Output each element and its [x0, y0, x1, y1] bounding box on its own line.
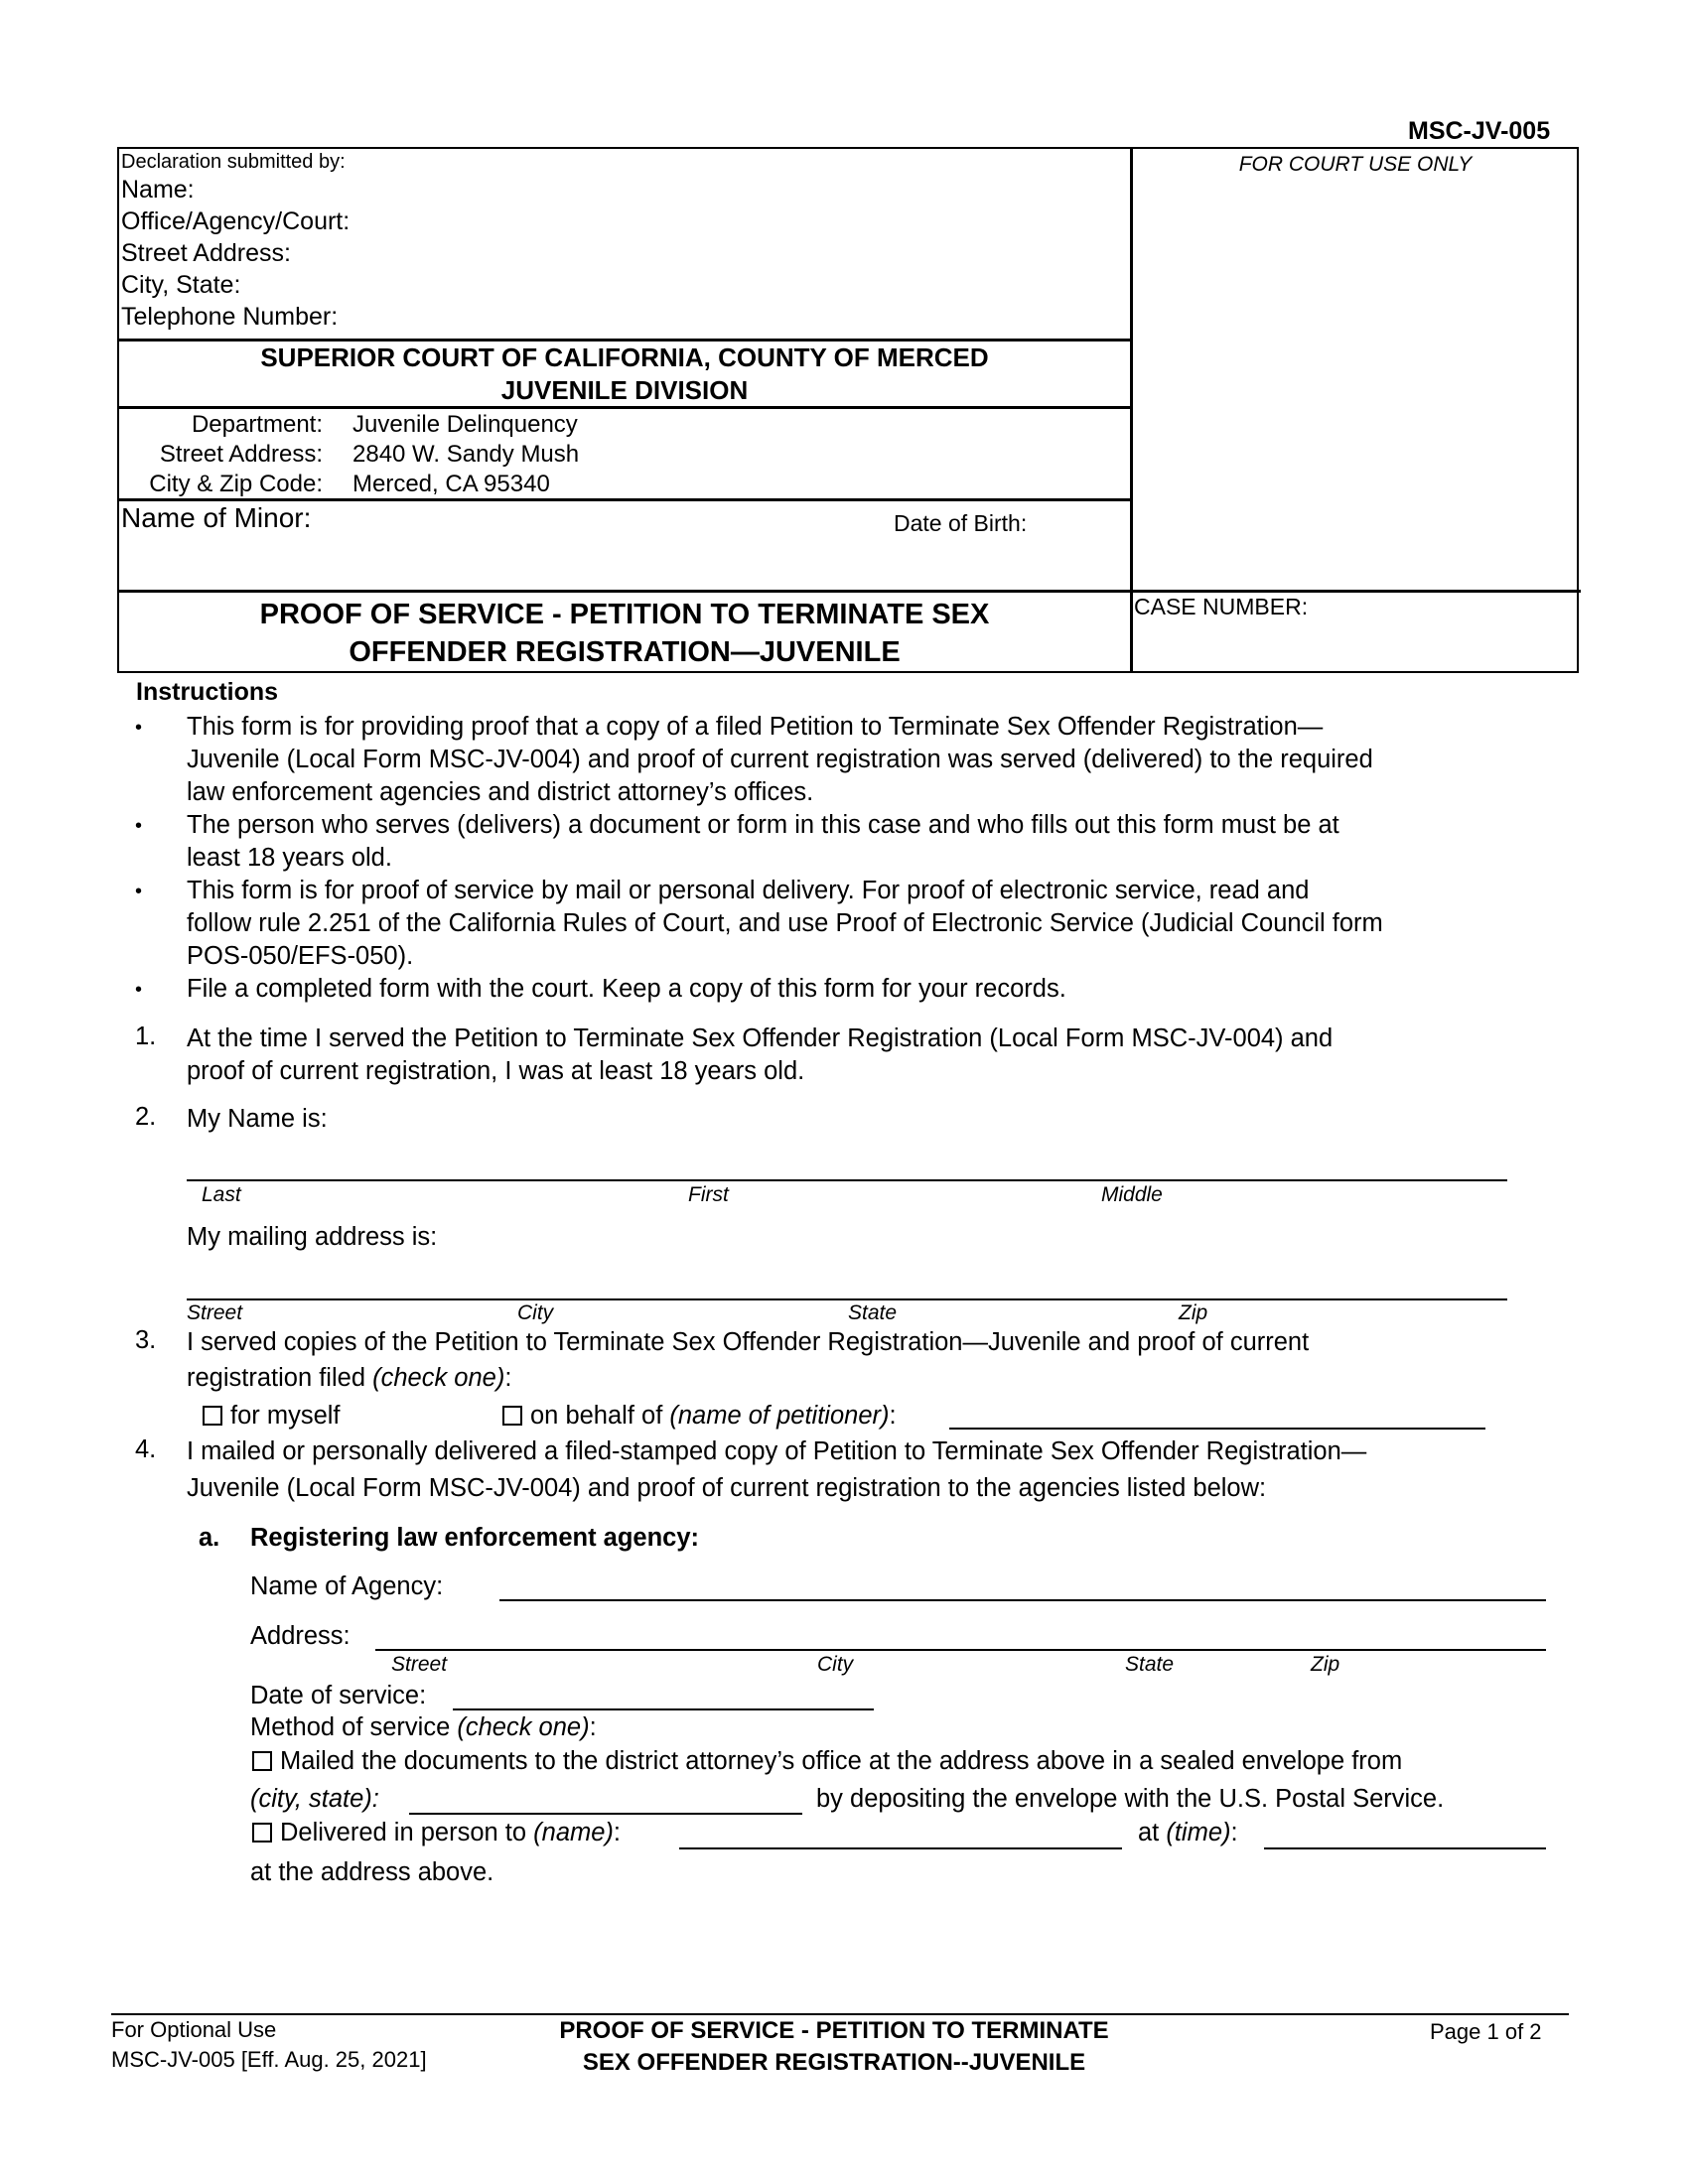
middle-caption: Middle: [1101, 1183, 1163, 1206]
department-value: Juvenile Delinquency: [352, 411, 578, 438]
checkbox-icon[interactable]: [203, 1406, 222, 1426]
item-line: I served copies of the Petition to Terminate Sex Offender Registration—Juvenile and proof of current: [187, 1328, 1310, 1356]
name-hint: (name): [533, 1819, 614, 1846]
item-number: 3.: [135, 1326, 157, 1354]
item-number: 4.: [135, 1435, 157, 1463]
colon: :: [889, 1402, 897, 1430]
footer-title: [487, 2015, 1182, 2079]
item-line: At the time I served the Petition to Terminate Sex Offender Registration (Local Form MSC-JV-004) and: [187, 1024, 1334, 1052]
instruction-line: This form is for providing proof that a copy of a filed Petition to Terminate Sex Offender Registration—: [187, 713, 1324, 741]
item-3-text: [187, 1326, 1309, 1395]
divider: [119, 590, 1581, 593]
instruction-item: [187, 711, 1373, 809]
cityzip-key: City & Zip Code:: [149, 471, 323, 497]
case-number-field[interactable]: CASE NUMBER:: [1134, 594, 1309, 619]
bullet-icon: •: [135, 979, 143, 1001]
date-of-service-line[interactable]: [453, 1708, 874, 1710]
division-line: JUVENILE DIVISION: [500, 375, 749, 405]
name-field[interactable]: Name:: [121, 176, 195, 204]
instruction-line: The person who serves (delivers) a document or form in this case and who fills out this form must be at: [187, 811, 1339, 839]
checkbox-icon[interactable]: [252, 1751, 272, 1771]
first-caption: First: [688, 1183, 729, 1206]
name-line[interactable]: [187, 1179, 1507, 1181]
method-text: Method of service: [250, 1713, 458, 1741]
state-caption: State: [848, 1301, 898, 1324]
instruction-line: POS-050/EFS-050).: [187, 942, 414, 970]
instruction-line: File a completed form with the court. Keep a copy of this form for your records.: [187, 975, 1066, 1003]
instructions-heading: Instructions: [136, 678, 279, 706]
at-address-text: at the address above.: [250, 1858, 494, 1886]
at-text: at: [1138, 1819, 1167, 1846]
cityzip-value: Merced, CA 95340: [352, 471, 550, 497]
caption-box: [117, 147, 1579, 673]
for-myself-option[interactable]: [203, 1400, 341, 1433]
item-1-text: [187, 1023, 1333, 1088]
item-number: 1.: [135, 1023, 157, 1050]
court-address: [119, 410, 579, 499]
instruction-line: follow rule 2.251 of the California Rules of Court, and use Proof of Electronic Service (Judicial Council form: [187, 909, 1383, 937]
check-one-hint: (check one): [372, 1364, 505, 1392]
address-value: 2840 W. Sandy Mush: [352, 441, 580, 468]
check-one-hint: (check one): [457, 1713, 590, 1741]
optional-use: For Optional Use: [111, 2017, 277, 2042]
street-caption: Street: [187, 1301, 243, 1324]
footer-title-line: PROOF OF SERVICE - PETITION TO TERMINATE: [559, 2017, 1109, 2044]
title-line: OFFENDER REGISTRATION—JUVENILE: [349, 636, 901, 668]
city-state-label: (city, state):: [250, 1785, 379, 1813]
delivered-option[interactable]: [252, 1817, 621, 1849]
agency-name-line[interactable]: [499, 1599, 1546, 1601]
last-caption: Last: [202, 1183, 241, 1206]
time-line[interactable]: [1264, 1847, 1546, 1849]
section-letter: a.: [199, 1524, 220, 1552]
item-line: Juvenile (Local Form MSC-JV-004) and proof of current registration to the agencies listed below:: [187, 1474, 1267, 1502]
time-hint: (time): [1166, 1819, 1231, 1846]
court-name: [119, 341, 1130, 407]
bullet-icon: •: [135, 815, 143, 837]
delivered-name-line[interactable]: [679, 1847, 1122, 1849]
mailed-option[interactable]: [252, 1745, 1402, 1778]
section-a-heading: Registering law enforcement agency:: [250, 1524, 700, 1552]
agency-address-line[interactable]: [375, 1649, 1546, 1651]
checkbox-icon[interactable]: [252, 1823, 272, 1843]
item-line: proof of current registration, I was at least 18 years old.: [187, 1057, 805, 1085]
page-number: Page 1 of 2: [1430, 2019, 1542, 2044]
on-behalf-option[interactable]: [502, 1400, 897, 1433]
petitioner-name-line[interactable]: [949, 1428, 1485, 1430]
instruction-line: Juvenile (Local Form MSC-JV-004) and proof of current registration was served (delivered) to the required: [187, 746, 1373, 773]
item-number: 2.: [135, 1103, 157, 1131]
date-of-service-label: Date of service:: [250, 1682, 427, 1709]
state-caption: State: [1125, 1653, 1175, 1676]
item-4-text: [187, 1435, 1366, 1505]
form-number: MSC-JV-005: [1408, 117, 1551, 145]
instruction-item: [187, 875, 1383, 973]
item-line: registration filed: [187, 1364, 373, 1392]
petitioner-hint: (name of petitioner): [669, 1402, 890, 1430]
item-line: I mailed or personally delivered a filed-stamped copy of Petition to Terminate Sex Offender Registration—: [187, 1437, 1367, 1465]
court-line: SUPERIOR COURT OF CALIFORNIA, COUNTY OF MERCED: [260, 342, 989, 372]
address-label: Address:: [250, 1622, 351, 1650]
office-field[interactable]: Office/Agency/Court:: [121, 207, 351, 235]
city-caption: City: [817, 1653, 854, 1676]
column-divider: [1130, 149, 1133, 671]
zip-caption: Zip: [1311, 1653, 1340, 1676]
department-key: Department:: [191, 411, 323, 438]
city-state-hint: [250, 1783, 379, 1816]
form-title: [119, 596, 1130, 671]
colon: :: [613, 1819, 622, 1846]
footer-title-line: SEX OFFENDER REGISTRATION--JUVENILE: [582, 2049, 1086, 2076]
city-state-field[interactable]: City, State:: [121, 271, 241, 299]
court-use-label: FOR COURT USE ONLY: [1238, 153, 1473, 176]
bullet-icon: •: [135, 881, 143, 902]
declaration-label: Declaration submitted by:: [121, 151, 346, 173]
city-caption: City: [517, 1301, 554, 1324]
declarant-block: [121, 151, 350, 333]
mailed-label: Mailed the documents to the district attorney’s office at the address above in a sealed envelope from: [280, 1747, 1403, 1775]
dob-field[interactable]: Date of Birth:: [894, 510, 1028, 536]
for-myself-label: for myself: [230, 1402, 341, 1430]
colon: :: [589, 1713, 597, 1741]
instruction-line: least 18 years old.: [187, 844, 392, 872]
method-label: [250, 1711, 597, 1744]
instruction-line: law enforcement agencies and district attorney’s offices.: [187, 778, 814, 806]
depositing-text: by depositing the envelope with the U.S. Postal Service.: [816, 1785, 1445, 1813]
street-caption: Street: [391, 1653, 448, 1676]
on-behalf-label: on behalf of: [530, 1402, 670, 1430]
mailing-address-line[interactable]: [187, 1298, 1507, 1300]
instruction-item: [187, 973, 1066, 1006]
delivered-label: Delivered in person to: [280, 1819, 534, 1846]
zip-caption: Zip: [1179, 1301, 1208, 1324]
address-key: Street Address:: [159, 441, 323, 468]
instruction-line: This form is for proof of service by mail or personal delivery. For proof of electronic service, read and: [187, 877, 1310, 904]
street-field[interactable]: Street Address:: [121, 239, 291, 267]
agency-label: Name of Agency:: [250, 1572, 444, 1600]
mailing-label: My mailing address is:: [187, 1223, 438, 1251]
bullet-icon: •: [135, 717, 143, 739]
checkbox-icon[interactable]: [502, 1406, 522, 1426]
colon: :: [1230, 1819, 1238, 1846]
time-label: [1138, 1817, 1238, 1849]
colon: :: [504, 1364, 512, 1392]
telephone-field[interactable]: Telephone Number:: [121, 303, 339, 331]
footer-left: [111, 2015, 427, 2075]
item-2-text: My Name is:: [187, 1105, 328, 1133]
title-line: PROOF OF SERVICE - PETITION TO TERMINATE SEX: [259, 599, 990, 630]
minor-name-field[interactable]: Name of Minor:: [121, 502, 312, 533]
effective-date: MSC-JV-005 [Eff. Aug. 25, 2021]: [111, 2047, 427, 2072]
city-state-line[interactable]: [409, 1813, 802, 1815]
instruction-item: [187, 809, 1339, 875]
